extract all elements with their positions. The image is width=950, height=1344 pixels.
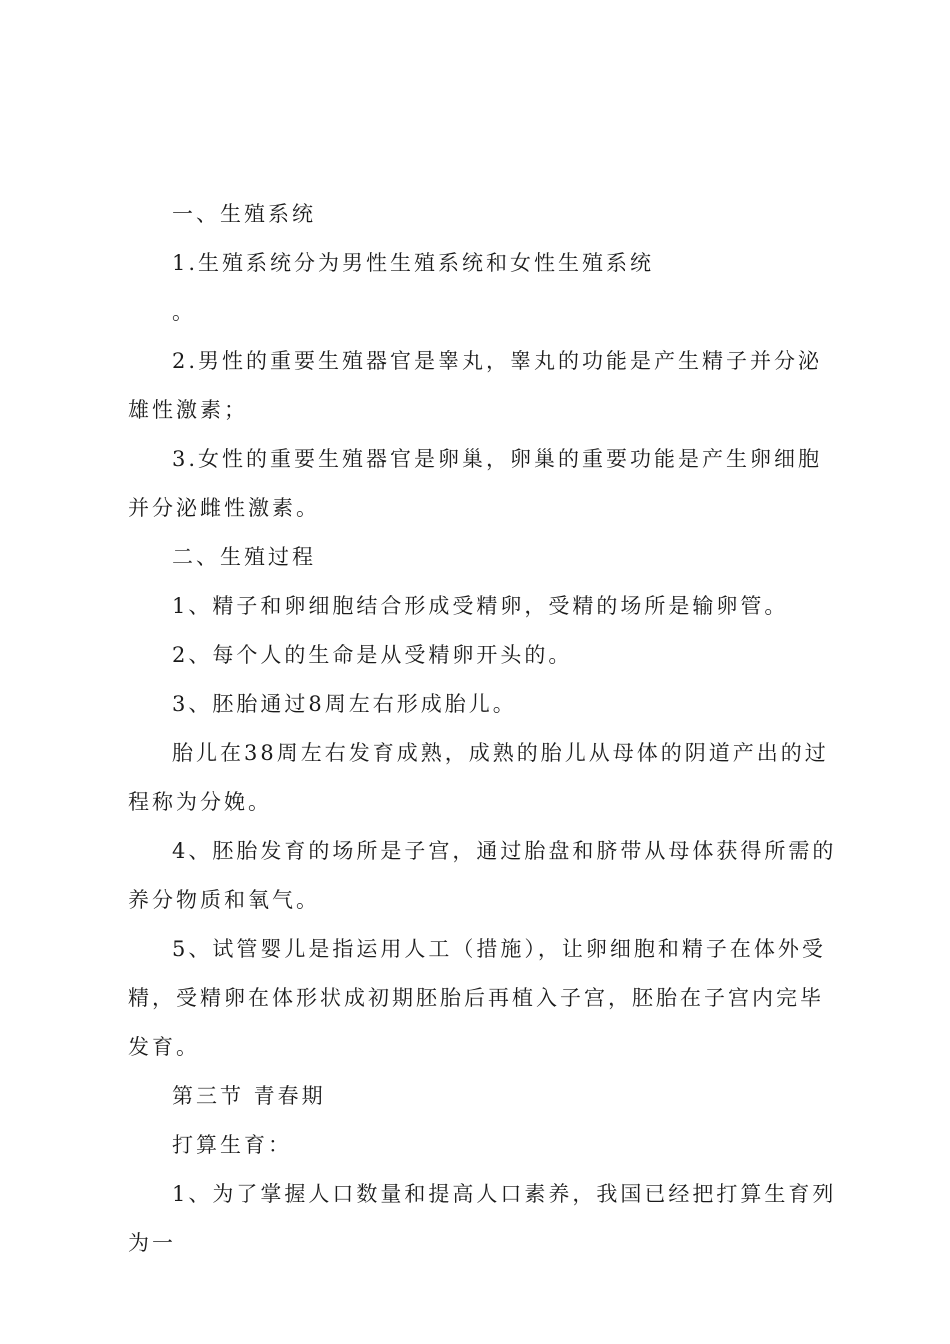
paragraph-1: 1.生殖系统分为男性生殖系统和女性生殖系统 — [172, 251, 655, 275]
paragraph-period: 。 — [172, 300, 196, 324]
paragraph-family-planning-1: 1、为了掌握人口数量和提高人口素养，我国已经把打算生育列为一 — [128, 1182, 837, 1255]
section-heading-puberty: 第三节 青春期 — [172, 1084, 326, 1108]
paragraph-process-1: 1、精子和卵细胞结合形成受精卵，受精的场所是输卵管。 — [172, 594, 789, 618]
section-heading-reproductive-process: 二、生殖过程 — [172, 545, 316, 569]
paragraph-process-2: 2、每个人的生命是从受精卵开头的。 — [172, 643, 573, 667]
paragraph-fetus: 胎儿在38周左右发育成熟，成熟的胎儿从母体的阴道产出的过程称为分娩。 — [128, 741, 829, 814]
paragraph-process-3: 3、胚胎通过8周左右形成胎儿。 — [172, 692, 517, 716]
paragraph-3: 3.女性的重要生殖器官是卵巢，卵巢的重要功能是产生卵细胞并分泌雌性激素。 — [128, 447, 823, 520]
paragraph-2: 2.男性的重要生殖器官是睾丸，睾丸的功能是产生精子并分泌雄性激素； — [128, 349, 823, 422]
paragraph-process-5: 5、试管婴儿是指运用人工（措施），让卵细胞和精子在体外受精，受精卵在体形状成初期胚胎后再植入子宫，胚胎在子宫内完毕发育。 — [128, 937, 826, 1059]
section-heading-reproductive-system: 一、生殖系统 — [172, 202, 316, 226]
subheading-family-planning: 打算生育： — [172, 1133, 292, 1157]
document-body — [128, 190, 840, 1268]
paragraph-process-4: 4、胚胎发育的场所是子宫，通过胎盘和脐带从母体获得所需的养分物质和氧气。 — [128, 839, 837, 912]
